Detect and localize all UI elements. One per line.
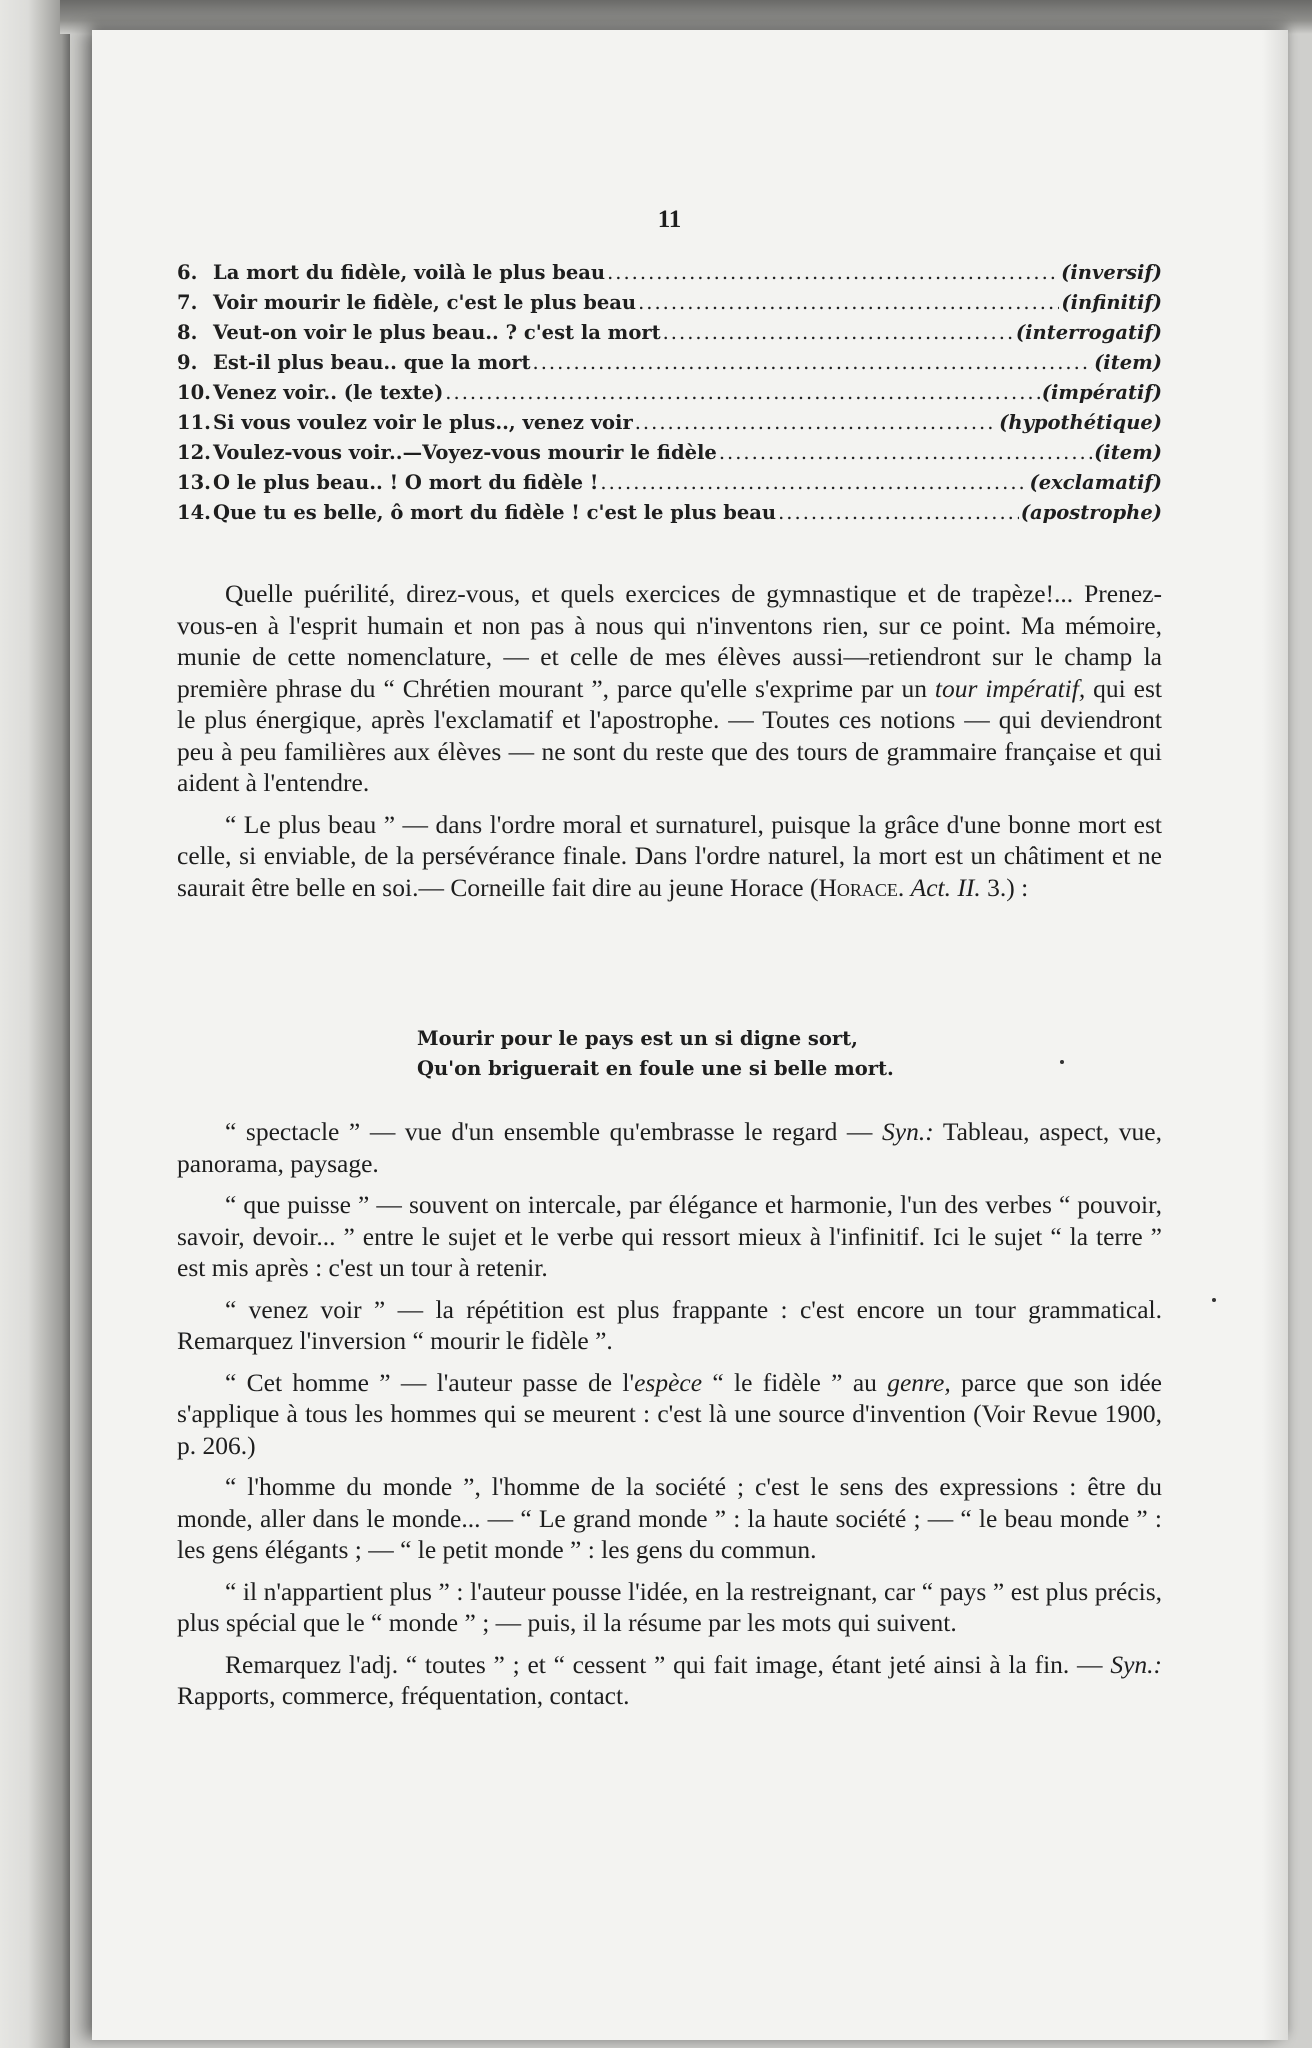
exercise-type: (item) bbox=[1094, 441, 1162, 464]
exercise-text: Que tu es belle, ô mort du fidèle ! c'est le plus beau bbox=[213, 501, 777, 524]
dot-leader bbox=[719, 438, 1092, 468]
dot-leader bbox=[638, 288, 1059, 318]
exercise-type: (hypothétique) bbox=[999, 411, 1162, 434]
syn-label: Syn.: bbox=[1110, 1649, 1162, 1679]
note-text: “ Cet homme ” — l'auteur passe de l' bbox=[225, 1367, 635, 1397]
paragraph-text: “ Le plus beau ” — dans l'ordre moral et surnaturel, puisque la grâce d'une bonne mort est celle, si enviable, de la persévérance finale. Dans l'ordre naturel, la mort est un châtiment et ne saurait être belle en soi.— Corneille fait dire au jeune Horace ( bbox=[177, 809, 1162, 902]
exercise-number: 14. bbox=[177, 501, 211, 524]
commentary-intro bbox=[177, 578, 1162, 903]
exercise-item bbox=[177, 498, 1162, 528]
note-text: “ le fidèle ” au bbox=[702, 1367, 888, 1397]
exercise-number: 12. bbox=[177, 441, 211, 464]
exercise-item bbox=[177, 288, 1162, 318]
note-paragraph bbox=[177, 1471, 1162, 1566]
note-paragraph bbox=[177, 1116, 1162, 1179]
dot-leader bbox=[778, 498, 1019, 528]
exercise-item bbox=[177, 438, 1162, 468]
exercise-text: O le plus beau.. ! O mort du fidèle ! bbox=[213, 471, 599, 494]
note-text: Remarquez l'adj. “ toutes ” ; et “ cessent ” qui fait image, étant jeté ainsi à la fin. — bbox=[225, 1649, 1111, 1679]
citation-act: Act. II. bbox=[910, 872, 981, 902]
exercise-number: 9. bbox=[177, 351, 198, 374]
note-text: “ l'homme du monde ”, l'homme de la société ; c'est le sens des expressions : être du monde, aller dans le monde... — “ Le grand monde ” : la haute société ; — “ le beau monde ” : les gens élégants ; — “ le petit monde ” : les gens du commun. bbox=[177, 1472, 1162, 1564]
syn-label: Syn.: bbox=[882, 1117, 934, 1146]
exercise-number: 8. bbox=[177, 321, 198, 344]
note-paragraph bbox=[177, 1649, 1162, 1712]
exercise-text: Est-il plus beau.. que la mort bbox=[213, 351, 531, 374]
exercise-type: (apostrophe) bbox=[1020, 501, 1162, 524]
citation-author: Horace. bbox=[818, 872, 905, 902]
exercise-text: Voulez-vous voir..—Voyez-vous mourir le fidèle bbox=[213, 441, 717, 464]
exercise-number: 13. bbox=[177, 471, 211, 494]
emphasis-text: genre, bbox=[887, 1367, 951, 1397]
paragraph bbox=[177, 578, 1162, 799]
exercise-item bbox=[177, 258, 1162, 288]
exercise-text: Si vous voulez voir le plus.., venez voir bbox=[213, 411, 633, 434]
note-text: “ venez voir ” — la répétition est plus frappante : c'est encore un tour grammatical. Remarquez l'inversion “ mourir le fidèle ”. bbox=[177, 1294, 1162, 1355]
exercise-item bbox=[177, 408, 1162, 438]
exercise-number: 6. bbox=[177, 261, 198, 284]
note-text: “ il n'appartient plus ” : l'auteur pousse l'idée, en la restreignant, car “ pays ” est plus précis, plus spécial que le “ monde ” ; — puis, il la résume par les mots qui suivent. bbox=[177, 1576, 1162, 1637]
book-spine-edge bbox=[0, 0, 70, 2048]
exercise-item bbox=[177, 318, 1162, 348]
dot-leader bbox=[533, 348, 1093, 378]
exercise-type: (interrogatif) bbox=[1015, 321, 1162, 344]
exercise-number: 7. bbox=[177, 291, 198, 314]
verse-quotation bbox=[177, 1024, 1162, 1084]
note-paragraph bbox=[177, 1367, 1162, 1462]
note-text: “ que puisse ” — souvent on intercale, par élégance et harmonie, l'un des verbes “ pouvoir, savoir, devoir... ” entre le sujet et le verbe qui ressort mieux à l'infinitif. Ici le sujet “ la terre ” est mis après : c'est un tour à retenir. bbox=[177, 1190, 1162, 1282]
exercise-type: (infinitif) bbox=[1061, 291, 1162, 314]
exercise-type: (impératif) bbox=[1041, 381, 1162, 404]
note-paragraph bbox=[177, 1294, 1162, 1357]
exercise-text: La mort du fidèle, voilà le plus beau bbox=[213, 261, 606, 284]
verse-line: Mourir pour le pays est un si digne sort, bbox=[417, 1027, 858, 1050]
paragraph bbox=[177, 809, 1162, 904]
note-paragraph bbox=[177, 1189, 1162, 1284]
emphasis-text: tour impératif, bbox=[934, 673, 1086, 703]
paragraph-text: qui est le plus énergique, après l'exclamatif et l'apostrophe. — Toutes ces notions — qui deviendront peu à peu familières aux élèves — ne sont du reste que des tours de grammaire française et qui aident à l'entendre. bbox=[177, 673, 1162, 797]
dot-leader bbox=[635, 408, 997, 438]
exercise-item bbox=[177, 348, 1162, 378]
exercise-number: 11. bbox=[177, 411, 211, 434]
exercise-type: (exclamatif) bbox=[1029, 471, 1162, 494]
verse-line: Qu'on briguerait en foule une si belle mort. bbox=[417, 1057, 894, 1080]
ink-speck bbox=[1060, 1060, 1064, 1064]
word-notes bbox=[177, 1116, 1162, 1712]
exercise-number: 10. bbox=[177, 381, 211, 404]
page-number: 11 bbox=[657, 206, 682, 233]
dot-leader bbox=[445, 378, 1039, 408]
exercise-text: Veut-on voir le plus beau.. ? c'est la mort bbox=[213, 321, 661, 344]
exercise-type: (inversif) bbox=[1061, 261, 1162, 284]
paragraph-text: 3.) : bbox=[980, 872, 1029, 902]
exercise-text: Voir mourir le fidèle, c'est le plus beau bbox=[213, 291, 637, 314]
exercise-item bbox=[177, 378, 1162, 408]
page-edge bbox=[1262, 30, 1288, 2040]
dot-leader bbox=[663, 318, 1014, 348]
note-text: “ spectacle ” — vue d'un ensemble qu'embrasse le regard — bbox=[225, 1117, 883, 1146]
dot-leader bbox=[607, 258, 1059, 288]
dot-leader bbox=[600, 468, 1027, 498]
exercise-type: (item) bbox=[1094, 351, 1162, 374]
note-paragraph bbox=[177, 1576, 1162, 1639]
note-text: Tableau, aspect, vue, panorama, paysage. bbox=[177, 1117, 1163, 1178]
emphasis-text: espèce bbox=[634, 1367, 703, 1397]
book-page bbox=[92, 30, 1288, 2040]
top-shadow bbox=[60, 0, 1312, 34]
note-text: parce que son idée s'applique à tous les hommes qui se meurent : c'est là une source d'invention (Voir Revue 1900, p. 206.) bbox=[177, 1367, 1162, 1460]
exercise-item bbox=[177, 468, 1162, 498]
paragraph-text: Quelle puérilité, direz-vous, et quels exercices de gymnastique et de trapèze!... Prenez-vous-en à l'esprit humain et non pas à nous qui n'inventons rien, sur ce point. Ma mémoire, munie de cette nomenclature, — et celle de mes élèves aussi—retiendront sur le champ la première phrase du “ Chrétien mourant ”, parce qu'elle s'exprime par un bbox=[177, 579, 1162, 703]
ink-speck bbox=[1212, 1298, 1216, 1302]
note-text: Rapports, commerce, fréquentation, contact. bbox=[177, 1681, 630, 1710]
exercise-list bbox=[177, 258, 1162, 528]
exercise-text: Venez voir.. (le texte) bbox=[213, 381, 444, 404]
